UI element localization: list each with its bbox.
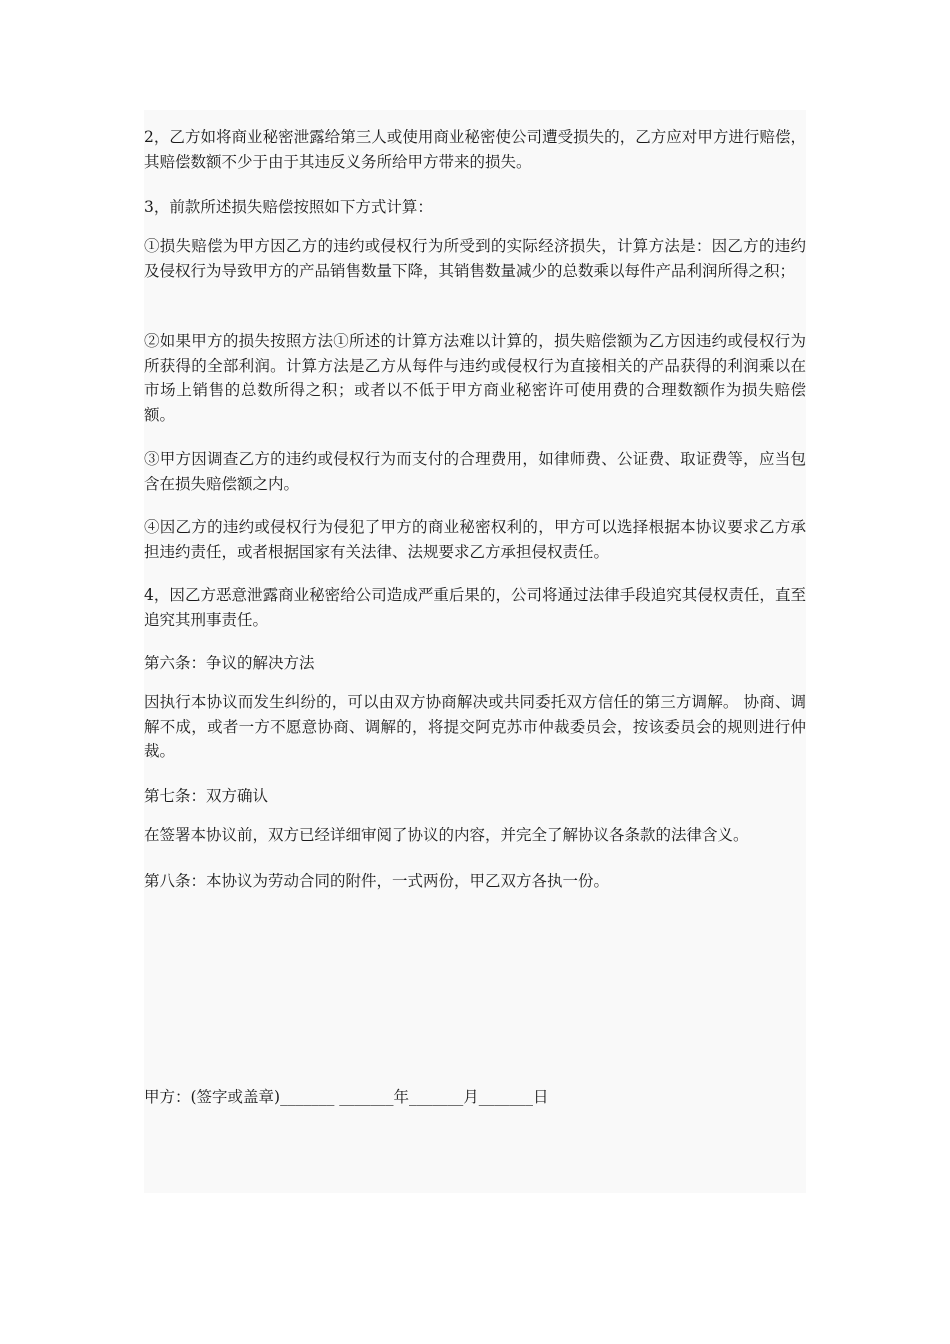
clause-paragraph: 在签署本协议前，双方已经详细审阅了协议的内容，并完全了解协议各条款的法律含义。	[144, 826, 749, 844]
clause-paragraph: 4，因乙方恶意泄露商业秘密给公司造成严重后果的，公司将通过法律手段追究其侵权责任，直至追究其刑事责任。	[144, 586, 806, 629]
clause-paragraph: 3，前款所述损失赔偿按照如下方式计算：	[144, 198, 433, 216]
article-heading: 第八条：本协议为劳动合同的附件，一式两份，甲乙双方各执一份。	[144, 872, 610, 890]
clause-paragraph: ④因乙方的违约或侵权行为侵犯了甲方的商业秘密权利的，甲方可以选择根据本协议要求乙方承担违约责任，或者根据国家有关法律、法规要求乙方承担侵权责任。	[144, 518, 806, 561]
document-page	[144, 110, 806, 1193]
clause-paragraph: ①损失赔偿为甲方因乙方的违约或侵权行为所受到的实际经济损失，计算方法是：因乙方的违约及侵权行为导致甲方的产品销售数量下降，其销售数量减少的总数乘以每件产品利润所得之积；	[144, 237, 806, 280]
article-heading: 第七条：双方确认	[144, 787, 269, 805]
clause-paragraph: 2，乙方如将商业秘密泄露给第三人或使用商业秘密使公司遭受损失的，乙方应对甲方进行赔偿，其赔偿数额不少于由于其违反义务所给甲方带来的损失。	[144, 128, 806, 171]
clause-paragraph: ②如果甲方的损失按照方法①所述的计算方法难以计算的，损失赔偿额为乙方因违约或侵权行为所获得的全部利润。计算方法是乙方从每件与违约或侵权行为直接相关的产品获得的利润乘以在市场上销售的总数所得之积；或者以不低于甲方商业秘密许可使用费的合理数额作为损失赔偿额。	[144, 332, 806, 424]
article-heading: 第六条：争议的解决方法	[144, 654, 315, 672]
signature-line: 甲方：(签字或盖章)_______ _______年_______月_______日	[144, 1088, 549, 1106]
clause-paragraph: ③甲方因调查乙方的违约或侵权行为而支付的合理费用，如律师费、公证费、取证费等，应当包含在损失赔偿额之内。	[144, 450, 806, 493]
clause-paragraph: 因执行本协议而发生纠纷的，可以由双方协商解决或共同委托双方信任的第三方调解。 协商、调解不成，或者一方不愿意协商、调解的，将提交阿克苏市仲裁委员会，按该委员会的规则进行仲裁。	[144, 693, 806, 760]
